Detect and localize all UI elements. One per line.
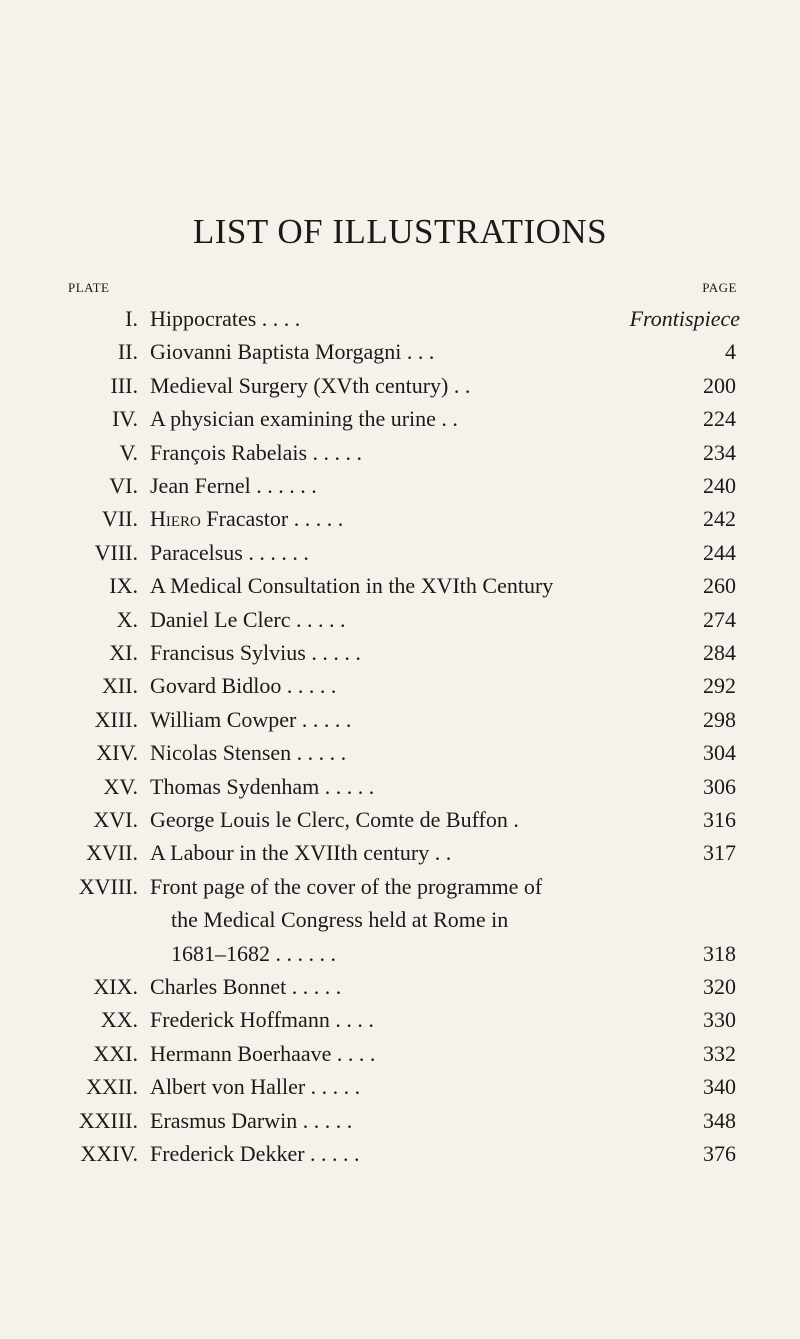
plate-number: III. <box>110 372 138 398</box>
page-number: 240 <box>703 473 736 498</box>
page-number: 242 <box>703 506 736 532</box>
plate-number: XV. <box>103 773 138 799</box>
plate-number: XIII. <box>94 706 138 732</box>
plate-number: XVI. <box>93 807 138 832</box>
plate-number: XXII. <box>86 1074 138 1100</box>
page-number: 298 <box>703 706 736 732</box>
plate-number: VI. <box>109 473 138 498</box>
page-number: 306 <box>703 773 736 799</box>
page-number: 317 <box>703 840 736 866</box>
plate-number: XXI. <box>93 1040 138 1066</box>
plate-number: VII. <box>101 506 138 532</box>
page-number: 200 <box>703 372 736 398</box>
plate-number: XX. <box>100 1007 138 1033</box>
page-number: 244 <box>703 539 736 565</box>
plate-number: IX. <box>109 573 138 599</box>
small-caps-name: Hiero <box>150 506 201 532</box>
page-title: LIST OF ILLUSTRATIONS <box>192 212 608 251</box>
page-number: 348 <box>703 1107 736 1133</box>
illustration-title: Erasmus Darwin . . . . . <box>150 1107 353 1133</box>
illustration-title: Charles Bonnet . . . . . <box>150 974 342 999</box>
illustration-title: William Cowper . . . . . <box>150 706 352 732</box>
page-number: 320 <box>703 974 736 999</box>
plate-number: VIII. <box>94 539 138 565</box>
plate-number: XII. <box>101 673 138 699</box>
illustration-title: A Medical Consultation in the XVIth Century <box>150 573 554 599</box>
illustration-title: Nicolas Stensen . . . . . <box>150 740 347 766</box>
plate-number: XVIII. <box>78 873 138 899</box>
plate-number: XIV. <box>96 740 138 766</box>
illustration-title: A Labour in the XVIIth century . . <box>150 840 452 866</box>
illustration-title: Giovanni Baptista Morgagni . . . <box>150 339 435 365</box>
plate-number: I. <box>125 306 138 331</box>
illustration-title: François Rabelais . . . . . <box>150 439 363 465</box>
page-number: 318 <box>703 940 736 966</box>
illustration-title-line-1: Front page of the cover of the programme of <box>150 873 543 899</box>
illustration-title: Frederick Dekker . . . . . <box>150 1141 360 1166</box>
page-number: 332 <box>703 1040 736 1066</box>
illustration-title: Govard Bidloo . . . . . <box>150 673 337 699</box>
illustration-title: Hermann Boerhaave . . . . <box>150 1040 376 1066</box>
illustration-title: Daniel Le Clerc . . . . . <box>150 606 346 632</box>
page-number: 376 <box>703 1141 736 1166</box>
illustration-title: Medieval Surgery (XVth century) . . <box>150 372 471 398</box>
page-number: Frontispiece <box>629 306 740 331</box>
plate-number: XVII. <box>86 840 138 866</box>
page-number: 340 <box>703 1074 736 1100</box>
page-number: 304 <box>703 740 736 766</box>
illustration-title: Jean Fernel . . . . . . <box>150 473 317 498</box>
illustration-title: Albert von Haller . . . . . <box>150 1074 361 1100</box>
plate-number: V. <box>119 439 138 465</box>
illustration-title-line-2: the Medical Congress held at Rome in <box>171 907 509 933</box>
plate-number: II. <box>117 339 138 365</box>
plate-number: XXIV. <box>80 1141 138 1166</box>
plate-number: XIX. <box>93 974 138 999</box>
page-number: 260 <box>703 573 736 599</box>
page-number: 284 <box>703 640 736 665</box>
illustration-title: Frederick Hoffmann . . . . <box>150 1007 374 1033</box>
page-column-header: PAGE <box>702 280 737 295</box>
page-number: 330 <box>703 1007 736 1033</box>
illustration-title: George Louis le Clerc, Comte de Buffon . <box>150 807 519 832</box>
plate-number: XI. <box>109 640 138 665</box>
illustration-title: A physician examining the urine . . <box>150 406 458 432</box>
illustration-title-line-3: 1681–1682 . . . . . . <box>171 940 336 966</box>
illustration-title: Hippocrates . . . . <box>150 306 301 331</box>
illustration-title: Paracelsus . . . . . . <box>150 539 309 565</box>
plate-column-header: PLATE <box>68 280 110 295</box>
page-number: 224 <box>703 406 736 432</box>
plate-number: XXIII. <box>78 1107 138 1133</box>
page-number: 4 <box>725 339 736 365</box>
plate-number: IV. <box>112 406 138 432</box>
illustration-title: Francisus Sylvius . . . . . <box>150 640 361 665</box>
illustration-title: Thomas Sydenham . . . . . <box>150 773 375 799</box>
page-number: 292 <box>703 673 736 699</box>
page-number: 234 <box>703 439 736 465</box>
plate-number: X. <box>116 606 138 632</box>
page-number: 274 <box>703 606 736 632</box>
illustration-title: Hiero Fracastor . . . . . <box>150 506 344 532</box>
page-number: 316 <box>703 807 736 832</box>
